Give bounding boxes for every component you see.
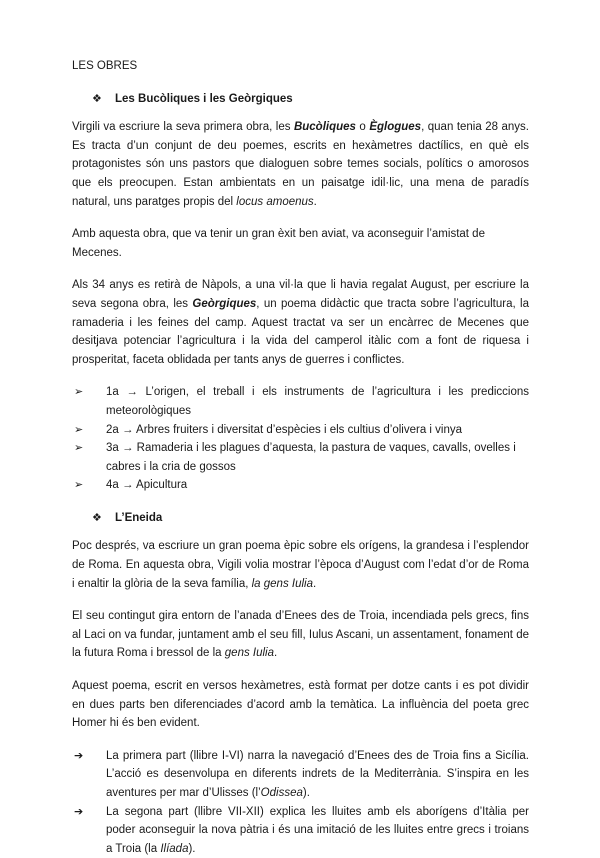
section-heading-bucoliques bbox=[92, 90, 529, 109]
diamond-bullet-icon: ❖ bbox=[92, 92, 102, 105]
paragraph-eneida-structure: Aquest poema, escrit en versos hexàmetres, està format per dotze cants i es pot dividir en dues parts ben diferenciades d’acord amb la temàtica. La influència del poeta grec Homer hi és ben evident. bbox=[72, 680, 529, 730]
page-heading: LES OBRES bbox=[72, 60, 138, 72]
list-item: ➢ 3a → Ramaderia i les plagues d’aquesta, la pastura de vaques, cavalls, ovelles i cabres i la cria de gossos bbox=[72, 439, 529, 476]
section-heading-eneida bbox=[92, 509, 529, 528]
georgiques-books-list bbox=[72, 383, 529, 495]
list-item: ➔ La segona part (llibre VII-XII) explica les lluites amb els aborígens d’Itàlia per poder aconseguir la nova pàtria i és una imitació de les lluites entre grecs i troians a Troia (la Ilíada). bbox=[72, 803, 529, 858]
list-item: ➢ 1a → L’origen, el treball i els instruments de l’agricultura i les prediccions meteorològiques bbox=[72, 383, 529, 420]
paragraph-georgiques: Als 34 anys es retirà de Nàpols, a una vil·la que li havia regalat August, per escriure la seva segona obra, les Geòrgiques, un poema didàctic que tracta sobre l’agricultura, la ramaderia i les feines del camp. Aquest tractat va ser un encàrrec de Mecenes que desitjava potenciar l’agricultura i la vida del camperol itàlic com a font de riquesa i prosperitat, faceta oblidada per tants anys de guerres i conflictes. bbox=[72, 279, 529, 366]
paragraph-bucoliques: Virgili va escriure la seva primera obra, les Bucòliques o Èglogues, quan tenia 28 anys. Es tracta d’un conjunt de deu poemes, escrits en hexàmetres dactílics, en què els protagonistes són uns pastors que dialoguen sobre temes socials, polítics o amorosos que els preocupen. Estan ambientats en un paisatge idil·lic, una mena de paradís natural, uns paratges propis del locus amoenus. bbox=[72, 121, 529, 208]
section-title: L’Eneida bbox=[115, 511, 163, 524]
section-title: Les Bucòliques i les Geòrgiques bbox=[115, 92, 293, 105]
arrow-bullet-icon: ➢ bbox=[74, 386, 84, 399]
paragraph-eneida-intro: Poc després, va escriure un gran poema èpic sobre els orígens, la grandesa i l’esplendor de Roma. En aquesta obra, Vigili volia mostrar l’època d’August com l’edat d’or de Roma i enaltir la glòria de la seva família, la gens Iulia. bbox=[72, 540, 529, 590]
diamond-bullet-icon: ❖ bbox=[92, 511, 102, 524]
arrow-bullet-icon: ➢ bbox=[74, 479, 84, 492]
arrow-bullet-icon: ➢ bbox=[74, 442, 84, 455]
list-item: ➢ 4a → Apicultura bbox=[72, 476, 529, 495]
arrow-right-icon: ➔ bbox=[74, 749, 84, 762]
arrow-right-icon: ➔ bbox=[74, 805, 84, 818]
arrow-bullet-icon: ➢ bbox=[74, 423, 84, 436]
list-item: ➔ La primera part (llibre I-VI) narra la navegació d’Enees des de Troia fins a Sicília. L’acció es desenvolupa en diferents indrets de la Mediterrània. S’inspira en les aventures per mar d’Ulisses (l’Odissea). bbox=[72, 747, 529, 803]
eneida-parts-list bbox=[72, 747, 529, 858]
list-item: ➢ 2a → Arbres fruiters i diversitat d’espècies i els cultius d’olivera i vinya bbox=[72, 421, 529, 440]
paragraph-eneida-content: El seu contingut gira entorn de l’anada d’Enees des de Troia, incendiada pels grecs, fins al Laci on va fundar, juntament amb el seu fill, Iulus Ascani, un assentament, fonament de la futura Roma i bressol de la gens Iulia. bbox=[72, 610, 529, 660]
paragraph-mecenes: Amb aquesta obra, que va tenir un gran èxit ben aviat, va aconseguir l’amistat de Mecenes. bbox=[72, 228, 485, 259]
